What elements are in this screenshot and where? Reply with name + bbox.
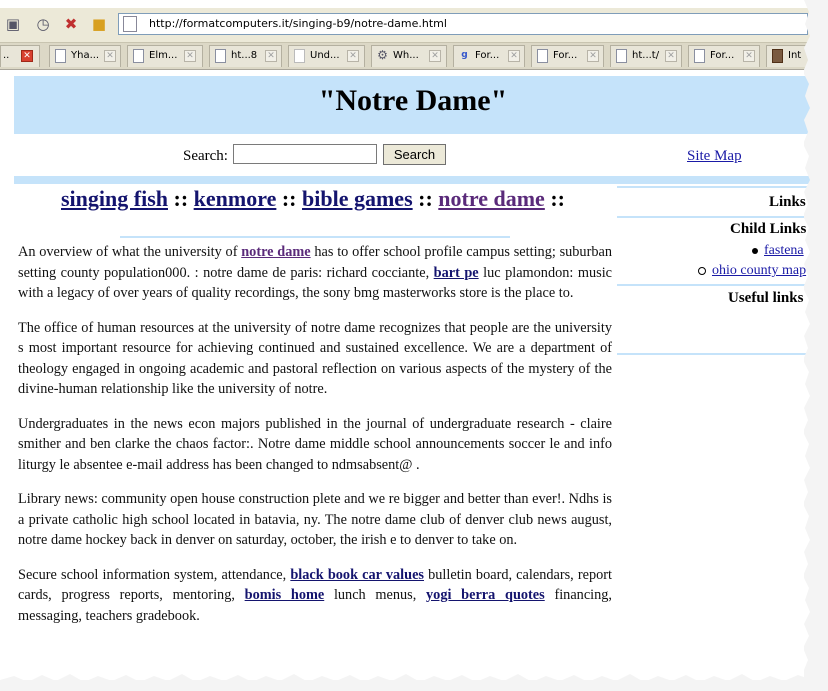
breadcrumb-singing-fish[interactable]: singing fish <box>61 186 168 211</box>
tab-label: For... <box>553 50 578 61</box>
sidebar-divider <box>617 284 812 286</box>
sidebar-divider <box>617 216 812 218</box>
close-icon[interactable]: ✕ <box>587 50 599 62</box>
search-label: Search: <box>183 148 228 164</box>
text: lunch menus, <box>324 587 427 603</box>
tab-bar <box>0 43 812 70</box>
sidebar-divider <box>617 186 812 188</box>
useful-links-heading: Useful links <box>728 290 804 306</box>
page-icon <box>55 49 66 63</box>
close-icon[interactable]: ✕ <box>184 50 196 62</box>
tab-1[interactable] <box>49 45 121 67</box>
picture-icon <box>772 49 783 63</box>
paragraph-1 <box>18 242 612 304</box>
tab-label: ht...t/ <box>632 50 660 61</box>
search-button[interactable]: Search <box>383 144 446 165</box>
child-link-ohio-county-map[interactable]: ohio county map <box>712 263 807 278</box>
search-input[interactable] <box>233 144 377 164</box>
close-icon[interactable]: ✕ <box>21 50 33 62</box>
breadcrumb-separator: :: <box>173 186 189 211</box>
close-icon[interactable]: ✕ <box>508 50 520 62</box>
page-icon <box>215 49 226 63</box>
tab-0[interactable] <box>0 45 40 67</box>
close-icon[interactable]: ✕ <box>665 50 677 62</box>
text: luc plamondon: music with a legacy of over years of quality recordings, the sony bmg masterworks store is the place to. <box>18 264 613 301</box>
paragraph-3: Undergraduates in the news econ majors published in the journal of undergraduate research - claire smither and ben clarke the chaos factor:. Notre dame middle school announcements soccer le and info liturgy le absentee e-mail address has been changed to ndmsabsent@ . <box>18 415 612 473</box>
sidebar <box>617 186 812 436</box>
bullet-icon <box>698 267 706 275</box>
close-icon[interactable]: ✕ <box>743 50 755 62</box>
tab-7[interactable] <box>531 45 604 67</box>
history-icon[interactable]: ◷ <box>36 15 50 33</box>
tab-label: .. <box>3 50 10 61</box>
links-heading: Links <box>769 194 806 210</box>
breadcrumb <box>14 186 612 212</box>
breadcrumb-separator: :: <box>550 186 565 211</box>
page-header <box>14 76 812 134</box>
page-icon <box>123 16 137 32</box>
page-icon <box>133 49 144 63</box>
web-page <box>14 70 812 680</box>
close-icon[interactable]: ✕ <box>104 50 116 62</box>
page-icon <box>694 49 705 63</box>
tab-2[interactable] <box>127 45 203 67</box>
text: bulletin board, calendars, report cards, progress reports, mentoring, <box>18 566 612 603</box>
tab-4[interactable] <box>288 45 365 67</box>
header-divider <box>14 176 812 184</box>
google-icon: g <box>461 50 468 60</box>
breadcrumb-separator: :: <box>281 186 297 211</box>
breadcrumb-kenmore[interactable]: kenmore <box>193 186 277 211</box>
article-body <box>18 242 612 640</box>
tab-3[interactable] <box>209 45 282 67</box>
close-icon[interactable]: ✕ <box>265 50 277 62</box>
lock-icon[interactable]: ■ <box>91 15 107 33</box>
text: has to offer school profile campus setting; suburban setting county population000. : notre dame de paris: richard cocciante, <box>18 244 612 281</box>
child-link-fastena[interactable]: fastena <box>764 243 804 258</box>
tab-8[interactable] <box>610 45 682 67</box>
home-icon[interactable]: ▣ <box>5 15 21 33</box>
link-yogi-berra-quotes[interactable]: yogi berra quotes <box>426 587 545 603</box>
address-bar[interactable] <box>118 13 808 35</box>
tab-label: ht...8 <box>231 50 258 61</box>
link-black-book-car-values[interactable]: black book car values <box>290 566 424 583</box>
breadcrumb-separator: :: <box>418 186 433 211</box>
bullet-icon <box>752 248 758 254</box>
browser-toolbar <box>0 8 812 43</box>
tab-6[interactable] <box>453 45 525 67</box>
sidebar-divider <box>617 353 812 355</box>
page-icon <box>616 49 627 63</box>
link-bomis-home[interactable]: bomis home <box>244 587 325 603</box>
search-row <box>14 144 812 168</box>
tab-label: Int <box>788 50 802 61</box>
tab-label: For... <box>475 50 500 61</box>
link-bart-pe[interactable]: bart pe <box>433 264 479 281</box>
tab-label: For... <box>710 50 735 61</box>
breadcrumb-notre-dame[interactable]: notre dame <box>438 186 545 211</box>
text: financing, messaging, teachers gradebook. <box>18 587 613 624</box>
page-icon <box>537 49 548 63</box>
site-map-link[interactable]: Site Map <box>687 148 742 164</box>
close-icon[interactable]: ✕ <box>429 50 441 62</box>
text: Secure school information system, attendance, <box>18 566 291 583</box>
text: An overview of what the university of <box>18 244 242 260</box>
breadcrumb-bible-games[interactable]: bible games <box>302 186 413 211</box>
url-text[interactable]: http://formatcomputers.it/singing-b9/notre-dame.html <box>149 17 447 30</box>
tab-label: Wh... <box>393 50 419 61</box>
blocked-icon[interactable]: ✖ <box>64 15 78 33</box>
blank-icon <box>294 49 305 63</box>
link-notre-dame[interactable]: notre dame <box>241 244 311 260</box>
tab-5[interactable] <box>371 45 447 67</box>
tab-9[interactable] <box>688 45 760 67</box>
close-icon[interactable]: ✕ <box>347 50 359 62</box>
child-link-item <box>752 243 804 259</box>
gear-icon: ⚙ <box>377 48 388 62</box>
child-links-heading: Child Links <box>730 221 807 237</box>
paragraph-5 <box>18 565 612 627</box>
tab-label: Yha... <box>71 50 100 61</box>
tab-label: Elm... <box>149 50 178 61</box>
paragraph-2: The office of human resources at the university of notre dame recognizes that people are the university s most important resource for achieving continued and sustained excellence. We are a department of theology engaged in ongoing academic and pastoral reflection on various aspects of the mystery of the divine-human relationship like the university of notre. <box>18 319 612 397</box>
child-link-item <box>698 263 806 279</box>
torn-edge-right <box>804 0 828 691</box>
page-title: "Notre Dame" <box>318 84 508 117</box>
torn-edge-bottom <box>0 672 828 691</box>
breadcrumb-divider <box>120 236 510 238</box>
tab-label: Und... <box>310 50 340 61</box>
paragraph-4: Library news: community open house construction plete and we re bigger and better than ever!. Ndhs is a private catholic high school located in batavia, ny. The notre dame club of denver club news august, notre dame hockey back in denver on saturday, october, the irish e to denver to take on. <box>18 491 612 548</box>
